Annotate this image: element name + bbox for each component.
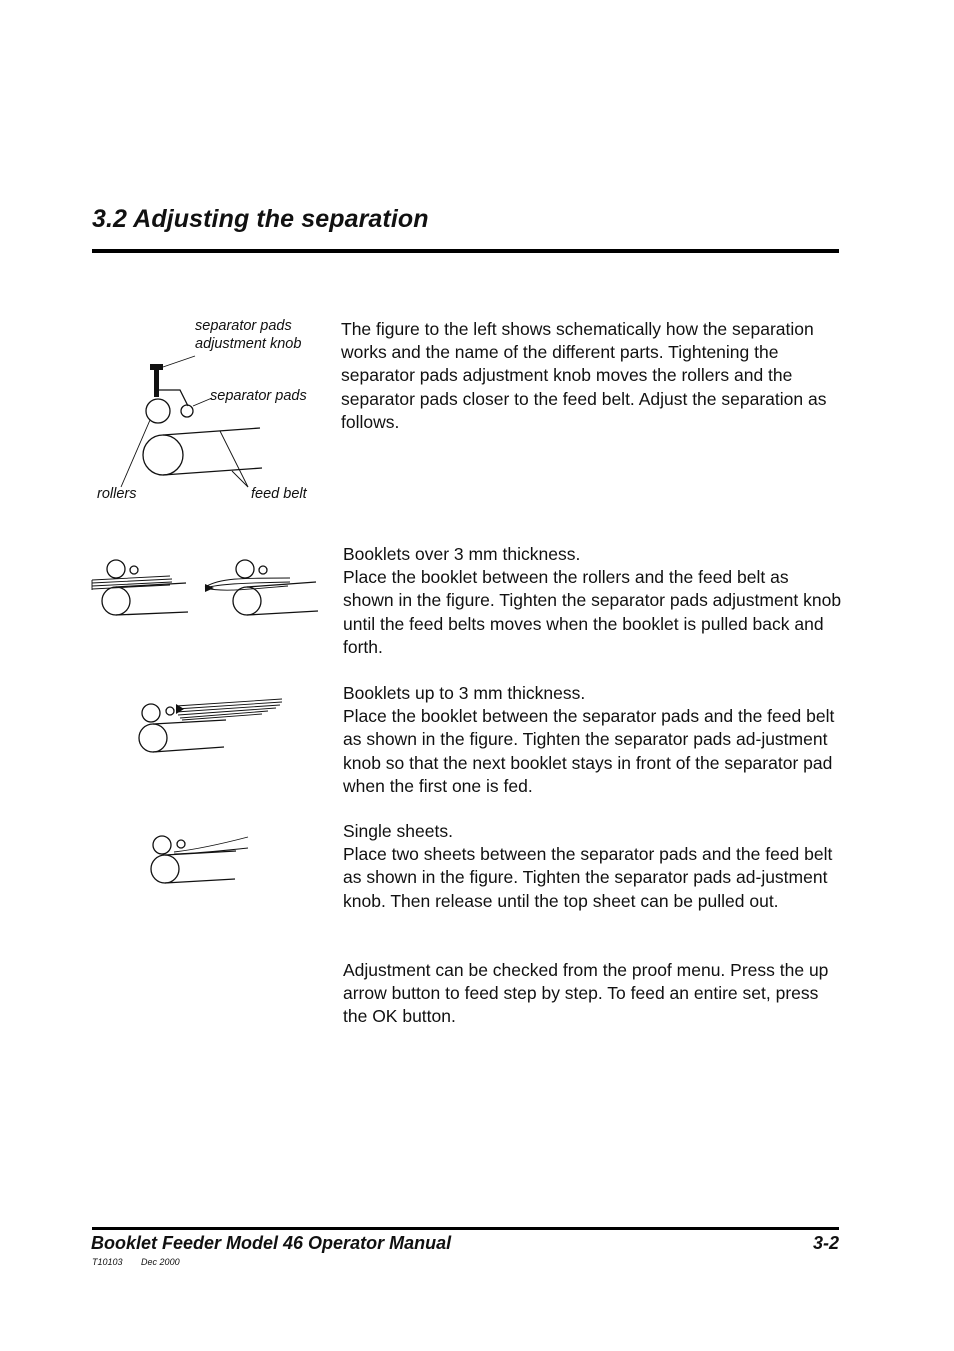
page-number: 3-2: [812, 1233, 839, 1253]
thin-booklet-section: [343, 682, 843, 798]
thick-booklet-title: Booklets over 3 mm thickness.: [343, 544, 581, 564]
thick-booklet-section: [343, 543, 843, 659]
thick-booklet-body: Place the booklet between the rollers and the feed belt as shown in the figure. Tighten the separator pads adjustment knob until the feed belts moves when the booklet is pulled back and forth.: [343, 567, 842, 657]
pad-bracket: [156, 390, 188, 406]
label-knob-line1: separator pads: [195, 318, 292, 334]
label-feed-belt: feed belt: [251, 486, 307, 502]
label-knob-line2: adjustment knob: [195, 336, 302, 352]
thin-booklet-figure: [139, 699, 282, 752]
doc-date: Dec 2000: [141, 1257, 180, 1267]
label-rollers: rollers: [97, 486, 137, 502]
thin-booklet-title: Booklets up to 3 mm thickness.: [343, 683, 586, 703]
knob-leader: [163, 356, 195, 367]
label-separator-pads: separator pads: [210, 388, 307, 404]
single-sheets-section: [343, 820, 843, 913]
feed-belt-drum: [143, 435, 183, 475]
belt-top: [163, 428, 260, 435]
knob-screw: [154, 369, 159, 397]
single-sheets-figure: [151, 836, 248, 883]
thick-booklet-figure-a: [92, 560, 188, 615]
pad-leader: [193, 398, 212, 406]
section-heading: 3.2 Adjusting the separation: [92, 205, 429, 233]
doc-code: T10103: [92, 1257, 123, 1267]
thin-booklet-body: Place the booklet between the separator pads and the feed belt as shown in the figure. Tighten the separator pads ad-justment knob so that the next booklet stays in front of the separator pad when the first one is fed.: [343, 706, 835, 796]
belt-leader-2: [232, 471, 248, 487]
roller: [146, 399, 170, 423]
check-paragraph: Adjustment can be checked from the proof menu. Press the up arrow button to feed step by step. To feed an entire set, press the OK button.: [343, 960, 829, 1027]
intro-paragraph: The figure to the left shows schematically how the separation works and the name of the different parts. Tightening the separator pads adjustment knob moves the rollers and the separator pads closer to the feed belt. Adjust the separation as follows.: [341, 319, 827, 432]
footer-title: Booklet Feeder Model 46 Operator Manual: [91, 1233, 452, 1253]
footer-meta: [92, 1257, 196, 1267]
footer-rule: [92, 1227, 839, 1230]
thick-booklet-figure-b: [205, 560, 318, 615]
belt-leader-1: [220, 431, 248, 487]
single-sheets-title: Single sheets.: [343, 821, 453, 841]
rollers-leader: [121, 420, 150, 487]
separator-pad: [181, 405, 193, 417]
single-sheets-body: Place two sheets between the separator pads and the feed belt as shown in the figure. Tighten the separator pads ad-justment knob. Then release until the top sheet can be pulled out.: [343, 844, 833, 911]
